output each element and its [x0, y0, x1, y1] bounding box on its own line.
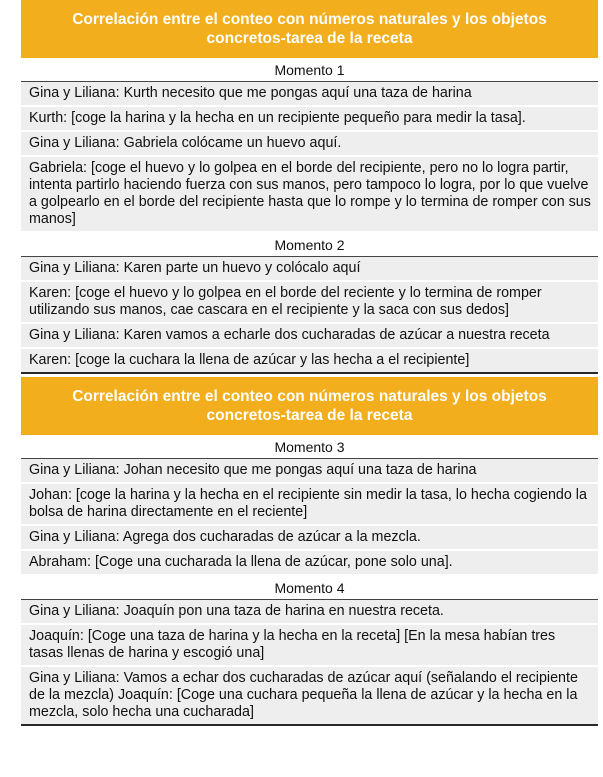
dialogue-list	[21, 600, 598, 726]
dialogue-row: Gabriela: [coge el huevo y lo golpea en el borde del recipiente, pero no lo logra partir, intenta partirlo haciendo fuerza con sus manos, pero tampoco lo logra, por lo que vuelve a golpearlo en el borde del recipiente hasta que lo rompe y lo termina de romper con sus manos]	[21, 157, 598, 233]
moment-heading: Momento 2	[21, 233, 598, 257]
dialogue-row: Johan: [coge la harina y la hecha en el recipiente sin medir la tasa, lo hecha cogiendo la bolsa de harina directamente en el reciente]	[21, 484, 598, 526]
dialogue-row: Gina y Liliana: Johan necesito que me pongas aquí una taza de harina	[21, 459, 598, 484]
dialogue-row: Gina y Liliana: Vamos a echar dos cucharadas de azúcar aquí (señalando el recipiente de la mezcla) Joaquín: [Coge una cuchara pequeña la llena de azúcar y la hecha en la mezcla, solo hecha una cucharada]	[21, 667, 598, 726]
dialogue-row: Joaquín: [Coge una taza de harina y la hecha en la receta] [En la mesa habían tres tasas llenas de harina y escogió una]	[21, 625, 598, 667]
moment-heading: Momento 1	[21, 58, 598, 82]
moment-heading: Momento 3	[21, 435, 598, 459]
dialogue-list	[21, 257, 598, 374]
dialogue-row: Gina y Liliana: Gabriela colócame un huevo aquí.	[21, 132, 598, 157]
dialogue-row: Gina y Liliana: Agrega dos cucharadas de azúcar a la mezcla.	[21, 526, 598, 551]
section-title-banner: Correlación entre el conteo con números naturales y los objetos concretos-tarea de la receta	[21, 377, 598, 435]
section-title-banner: Correlación entre el conteo con números naturales y los objetos concretos-tarea de la receta	[21, 0, 598, 58]
dialogue-list	[21, 82, 598, 233]
moment-heading: Momento 4	[21, 576, 598, 600]
dialogue-row: Gina y Liliana: Karen vamos a echarle dos cucharadas de azúcar a nuestra receta	[21, 324, 598, 349]
dialogue-row: Kurth: [coge la harina y la hecha en un recipiente pequeño para medir la tasa].	[21, 107, 598, 132]
document-page	[21, 0, 598, 726]
dialogue-row: Karen: [coge el huevo y lo golpea en el borde del reciente y lo termina de romper utilizando sus manos, cae cascara en el recipiente y la saca con sus dedos]	[21, 282, 598, 324]
dialogue-row: Gina y Liliana: Kurth necesito que me pongas aquí una taza de harina	[21, 82, 598, 107]
dialogue-row: Abraham: [Coge una cucharada la llena de azúcar, pone solo una].	[21, 551, 598, 576]
dialogue-row: Gina y Liliana: Karen parte un huevo y colócalo aquí	[21, 257, 598, 282]
dialogue-list	[21, 459, 598, 576]
dialogue-row: Gina y Liliana: Joaquín pon una taza de harina en nuestra receta.	[21, 600, 598, 625]
dialogue-row: Karen: [coge la cuchara la llena de azúcar y las hecha a el recipiente]	[21, 349, 598, 374]
